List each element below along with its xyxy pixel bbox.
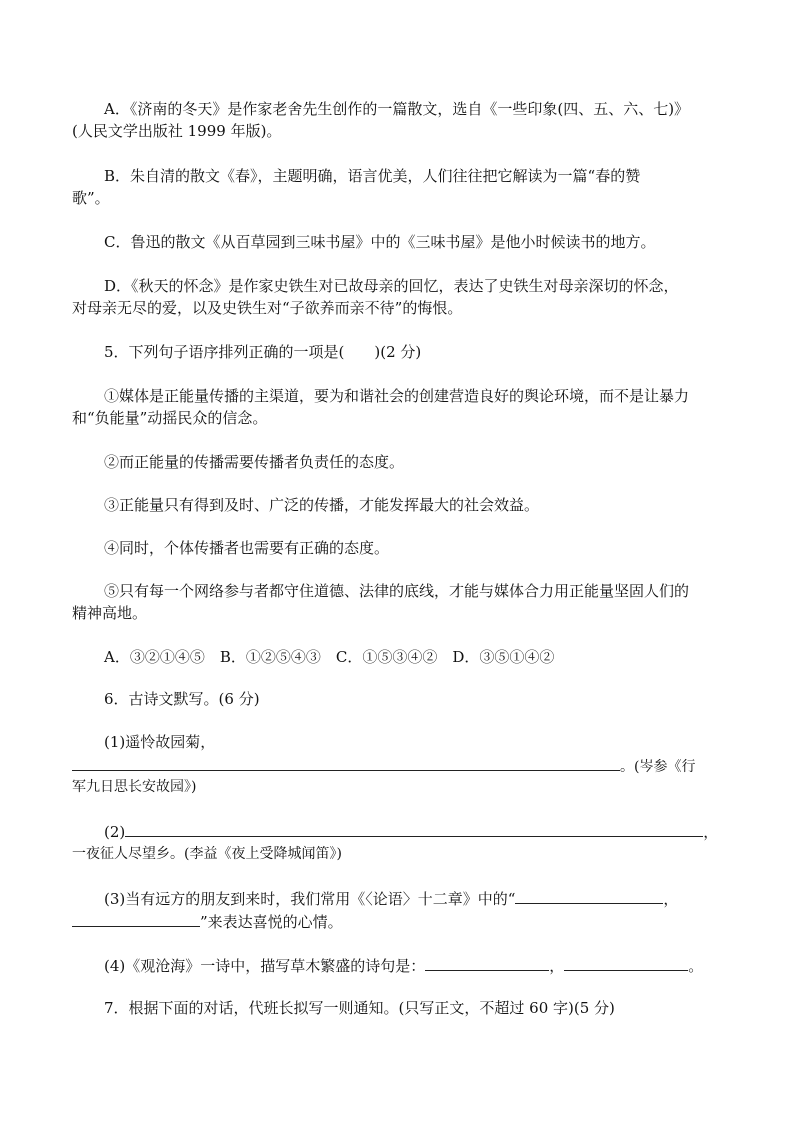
question-7-text: 7．根据下面的对话，代班长拟写一则通知。(只写正文，不超过 60 字)(5 分) (104, 999, 615, 1017)
question-5-options-text: A．③②①④⑤ B．①②⑤④③ C．①⑤③④② D．③⑤①④② (104, 648, 555, 666)
sentence-5-cont (72, 602, 728, 624)
sentence-1-line-1: ①媒体是正能量传播的主渠道，要为和谐社会的创建营造良好的舆论环境，而不是让暴力 (104, 387, 690, 405)
poem-3-blank-2[interactable] (72, 910, 200, 927)
option-c-line-1: C．鲁迅的散文《从百草园到三味书屋》中的《三味书屋》是他小时候读书的地方。 (104, 233, 656, 251)
poem-4-prompt: (4)《观沧海》一诗中，描写草木繁盛的诗句是： (104, 957, 426, 975)
poem-3-comma: ， (663, 890, 679, 908)
option-d-cont (72, 297, 728, 319)
sentence-1-line-2: 和“负能量”动摇民众的信念。 (72, 409, 268, 427)
option-b (72, 165, 760, 187)
poem-4-blank-2[interactable] (564, 954, 688, 971)
poem-2-number: (2) (104, 823, 126, 841)
sentence-4-text: ④同时，个体传播者也需要有正确的态度。 (104, 539, 390, 557)
sentence-1-cont (72, 407, 728, 429)
poem-2-comma: ， (703, 823, 719, 841)
option-d-line-1: D．《秋天的怀念》是作家史铁生对已故母亲的回忆，表达了史铁生对母亲深切的怀念， (104, 277, 679, 295)
poem-3 (72, 887, 760, 910)
poem-3-end: ”来表达喜悦的心情。 (200, 913, 343, 931)
sentence-5-line-2: 精神高地。 (72, 604, 148, 622)
poem-3-cont (72, 910, 728, 933)
option-a-line-1: A．《济南的冬天》是作家老舍先生创作的一篇散文，选自《一些印象(四、五、六、七)》 (104, 100, 690, 118)
sentence-5 (72, 580, 760, 602)
poem-1-answer-line (72, 754, 728, 778)
option-b-cont (72, 187, 728, 209)
poem-1-source-end: 军九日思长安故园》) (72, 779, 197, 795)
poem-1-blank[interactable] (72, 754, 620, 771)
question-7-stem (72, 997, 760, 1019)
question-5-stem (72, 341, 760, 363)
option-b-line-2: 歌”。 (72, 189, 110, 207)
poem-2-blank[interactable] (125, 820, 703, 837)
poem-4-period: 。 (688, 957, 704, 975)
sentence-2-text: ②而正能量的传播需要传播者负责任的态度。 (104, 453, 405, 471)
poem-1 (72, 731, 760, 753)
poem-2 (72, 820, 760, 843)
option-b-line-1: B．朱自清的散文《春》，主题明确，语言优美，人们往往把它解读为一篇“春的赞 (104, 167, 641, 185)
option-a-line-2: (人民文学出版社 1999 年版)。 (72, 122, 282, 140)
sentence-4 (72, 537, 760, 559)
option-d-line-2: 对母亲无尽的爱，以及史铁生对“子欲养而亲不待”的悔恨。 (72, 299, 463, 317)
poem-4-blank-1[interactable] (425, 954, 549, 971)
poem-4 (72, 954, 760, 977)
option-c (72, 231, 760, 253)
poem-4-comma: ， (549, 957, 565, 975)
option-a (72, 98, 760, 120)
sentence-5-line-1: ⑤只有每一个网络参与者都守住道德、法律的底线，才能与媒体合力用正能量坚固人们的 (104, 582, 690, 600)
poem-2-source: 一夜征人尽望乡。(李益《夜上受降城闻笛》) (72, 846, 342, 862)
question-5-options (72, 646, 760, 668)
question-5-text: 5．下列句子语序排列正确的一项是( )(2 分) (104, 343, 422, 361)
poem-2-cont (72, 843, 728, 865)
sentence-3-text: ③正能量只有得到及时、广泛的传播，才能发挥最大的社会效益。 (104, 496, 540, 514)
sentence-1 (72, 385, 760, 407)
poem-3-blank-1[interactable] (515, 887, 663, 904)
poem-1-source-start: 。(岑参《行 (620, 759, 696, 775)
option-a-cont (72, 120, 728, 142)
question-6-text: 6．古诗文默写。(6 分) (104, 690, 260, 708)
poem-1-prompt: (1)遥怜故园菊， (104, 733, 216, 751)
sentence-2 (72, 451, 760, 473)
question-6-stem (72, 688, 760, 710)
sentence-3 (72, 494, 760, 516)
poem-1-source (72, 776, 728, 798)
poem-3-prompt: (3)当有远方的朋友到来时，我们常用《〈论语〉十二章》中的“ (104, 890, 516, 908)
option-d (72, 275, 760, 297)
